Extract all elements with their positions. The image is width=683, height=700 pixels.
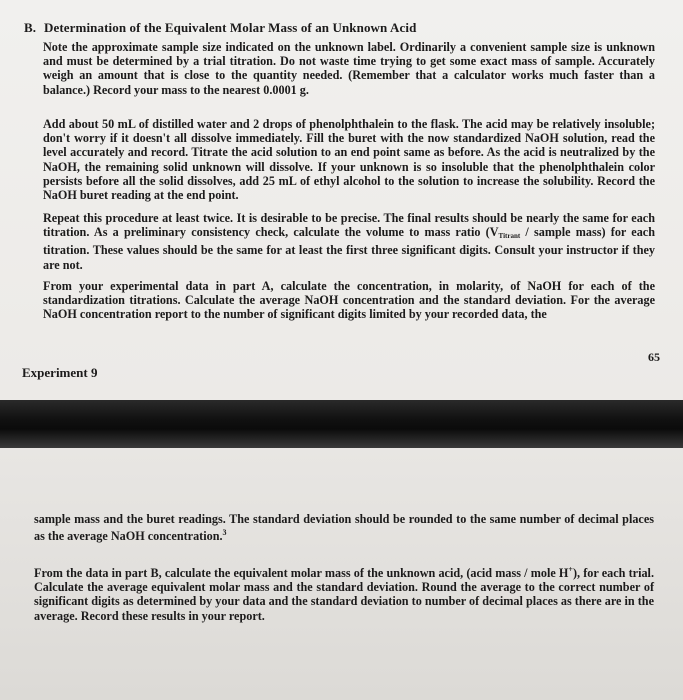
paragraph-repeat-text-a: Repeat this procedure at least twice. It is desirable to be precise. The final results should be nearly the same for each titration. As a preliminary consistency check, calculate the volume to mass ratio (V [43, 211, 655, 240]
paragraph-equivalent-molar-mass [34, 563, 654, 623]
paragraph-continuation-text: sample mass and the buret readings. The standard deviation should be rounded to the same number of decimal places as the average NaOH concentration. [34, 512, 654, 544]
paragraph-continuation [34, 512, 654, 543]
paragraph-naoh-concentration: From your experimental data in part A, calculate the concentration, in molarity, of NaOH for each of the standardization titrations. Calculate the average NaOH concentration and the standard deviation. For the average NaOH concentration report to the number of significant digits limited by your recorded data, the [43, 279, 655, 322]
paragraph-molar-text-b: ), for each trial. Calculate the average equivalent molar mass and the standard deviation. Round the average to the correct number of significant digits as determined by your data and the standard deviation to number of decimal places as there are in the average. Record these results in your report. [34, 566, 654, 623]
paragraph-repeat-text-b: / sample mass) for each titration. These values should be the same for at least the first three significant digits. Consult your instructor if they are not. [43, 225, 655, 272]
experiment-label: Experiment 9 [22, 365, 98, 380]
hydrogen-ion-superscript: + [568, 565, 573, 574]
section-heading [24, 20, 416, 36]
paragraph-molar-text-a: From the data in part B, calculate the equivalent molar mass of the unknown acid, (acid mass / mole H [34, 566, 569, 581]
paragraph-repeat-procedure [43, 211, 655, 272]
titrant-subscript: Titrant [498, 232, 521, 241]
page-gap-shadow [0, 400, 683, 448]
page-number: 65 [648, 350, 660, 364]
section-title: Determination of the Equivalent Molar Mass of an Unknown Acid [44, 20, 417, 35]
footnote-marker: 3 [222, 528, 227, 538]
paragraph-titration-procedure: Add about 50 mL of distilled water and 2 drops of phenolphthalein to the flask. The acid may be relatively insoluble; don't worry if it doesn't all dissolve immediately. Fill the buret with the now standardized NaOH solution, read the level accurately and record. Titrate the acid solution to an end point same as before. As the acid is neutralized by the NaOH, the remaining solid unknown will dissolve. If your unknown is so insoluble that the phenolphthalein color persists before all the solid dissolves, add 25 mL of ethyl alcohol to the solution to increase the solubility. Record the NaOH buret reading at the end point. [43, 117, 655, 203]
section-letter: B. [24, 20, 37, 35]
paragraph-sample-size: Note the approximate sample size indicated on the unknown label. Ordinarily a convenient sample size is unknown and must be determined by a trial titration. Do not waste time trying to get some exact mass of sample. Accurately weigh an amount that is close to the quantity needed. (Remember that a calculator works much faster than a balance.) Record your mass to the nearest 0.0001 g. [43, 40, 655, 97]
